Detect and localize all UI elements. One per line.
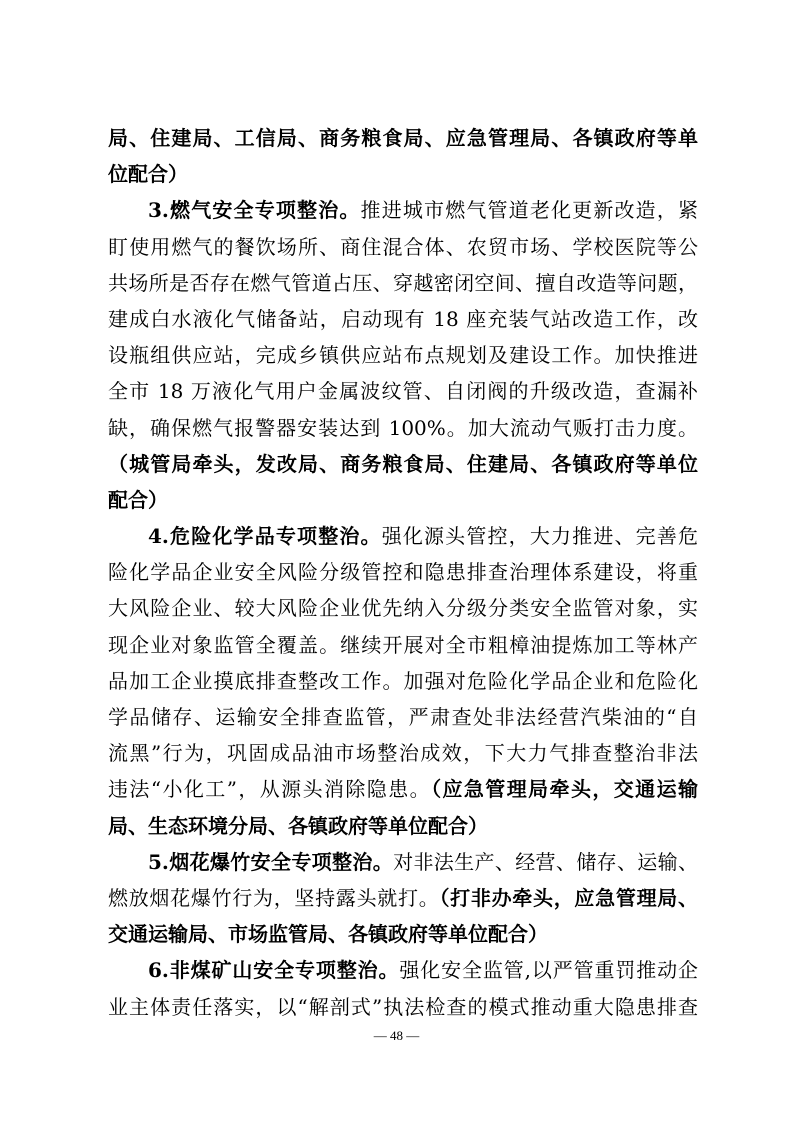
body-text-segment: 大风险企业、较大风险企业优先纳入分级分类安全监管对象，实	[108, 596, 698, 621]
text-line	[108, 410, 698, 446]
text-line	[108, 699, 698, 735]
page-number: — 48 —	[373, 1028, 420, 1043]
bold-text: （打非办牵头，应急管理局、	[439, 885, 698, 910]
body-text-segment: 对非法生产、经营、储存、运输、	[393, 849, 698, 874]
text-line	[108, 952, 698, 988]
text-line	[108, 916, 698, 952]
body-text-segment: 推进城市燃气管道老化更新改造，紧	[360, 198, 698, 223]
bold-text: 局、住建局、工信局、商务粮食局、应急管理局、各镇政府等单	[108, 126, 698, 150]
text-line	[108, 844, 698, 880]
body-text-segment: 盯使用燃气的餐饮场所、商住混合体、农贸市场、学校医院等公	[108, 234, 698, 259]
body-text-segment: 缺，确保燃气报警器安装达到 100%。加大流动气贩打击力度。	[108, 415, 698, 440]
body-text-segment: 燃放烟花爆竹行为，坚持露头就打。	[108, 885, 440, 910]
text-line	[108, 482, 698, 518]
body-text-segment: 全市 18 万液化气用户金属波纹管、自闭阀的升级改造，查漏补	[108, 379, 698, 404]
body-text-segment: 流黑”行为，巩固成品油市场整治成效，下大力气排查整治非法	[108, 741, 698, 766]
text-line	[108, 120, 698, 156]
text-line	[108, 663, 698, 699]
body-text-segment: 品加工企业摸底排查整改工作。加强对危险化学品企业和危险化	[108, 668, 698, 693]
text-line	[108, 229, 698, 265]
text-line	[108, 590, 698, 626]
text-line	[108, 156, 698, 192]
text-line	[108, 518, 698, 554]
body-text-segment: 现企业对象监管全覆盖。继续开展对全市粗樟油提炼加工等林产	[108, 632, 698, 657]
body-text-segment: 违法“小化工”，从源头消除隐患。	[108, 777, 432, 802]
body-text-segment: 强化源头管控，大力推进、完善危	[381, 524, 698, 549]
text-line	[108, 446, 698, 482]
body-text-segment: 险化学品企业安全风险分级管控和隐患排查治理体系建设，将重	[108, 560, 698, 585]
text-line	[108, 735, 698, 771]
text-line	[108, 554, 698, 590]
bold-text: 3.燃气安全专项整治。	[148, 198, 361, 223]
bold-text: 配合）	[108, 487, 168, 512]
text-line	[108, 301, 698, 337]
text-line	[108, 989, 698, 1025]
text-line	[108, 373, 698, 409]
text-line	[108, 265, 698, 301]
text-line	[108, 808, 698, 844]
bold-text: 交通运输局、市场监管局、各镇政府等单位配合）	[108, 922, 548, 947]
bold-text: （城管局牵头，发改局、商务粮食局、住建局、各镇政府等单位	[108, 451, 698, 476]
body-text	[108, 120, 698, 1025]
body-text-segment: 学品储存、运输安全排查监管，严肃查处非法经营汽柴油的“自	[108, 705, 698, 729]
text-line	[108, 627, 698, 663]
text-line	[108, 337, 698, 373]
text-line	[108, 771, 698, 807]
body-text-segment: 业主体责任落实，以“解剖式”执法检查的模式推动重大隐患排查	[108, 994, 698, 1019]
bold-text: 局、生态环境分局、各镇政府等单位配合）	[108, 813, 488, 838]
text-line	[108, 880, 698, 916]
body-text-segment: 共场所是否存在燃气管道占压、穿越密闭空间、擅自改造等问题，	[108, 270, 698, 295]
bold-text: 5.烟花爆竹安全专项整治。	[148, 849, 394, 874]
bold-text: （应急管理局牵头，交通运输	[431, 777, 698, 802]
bold-text: 4.危险化学品专项整治。	[148, 524, 382, 549]
body-text-segment: 强化安全监管,以严管重罚推动企	[399, 958, 698, 983]
bold-text: 位配合）	[108, 162, 188, 187]
bold-text: 6.非煤矿山安全专项整治。	[148, 958, 400, 983]
body-text-segment: 设瓶组供应站，完成乡镇供应站布点规划及建设工作。加快推进	[108, 343, 698, 368]
body-text-segment: 建成白水液化气储备站，启动现有 18 座充装气站改造工作，改	[108, 306, 698, 331]
text-line	[108, 192, 698, 228]
